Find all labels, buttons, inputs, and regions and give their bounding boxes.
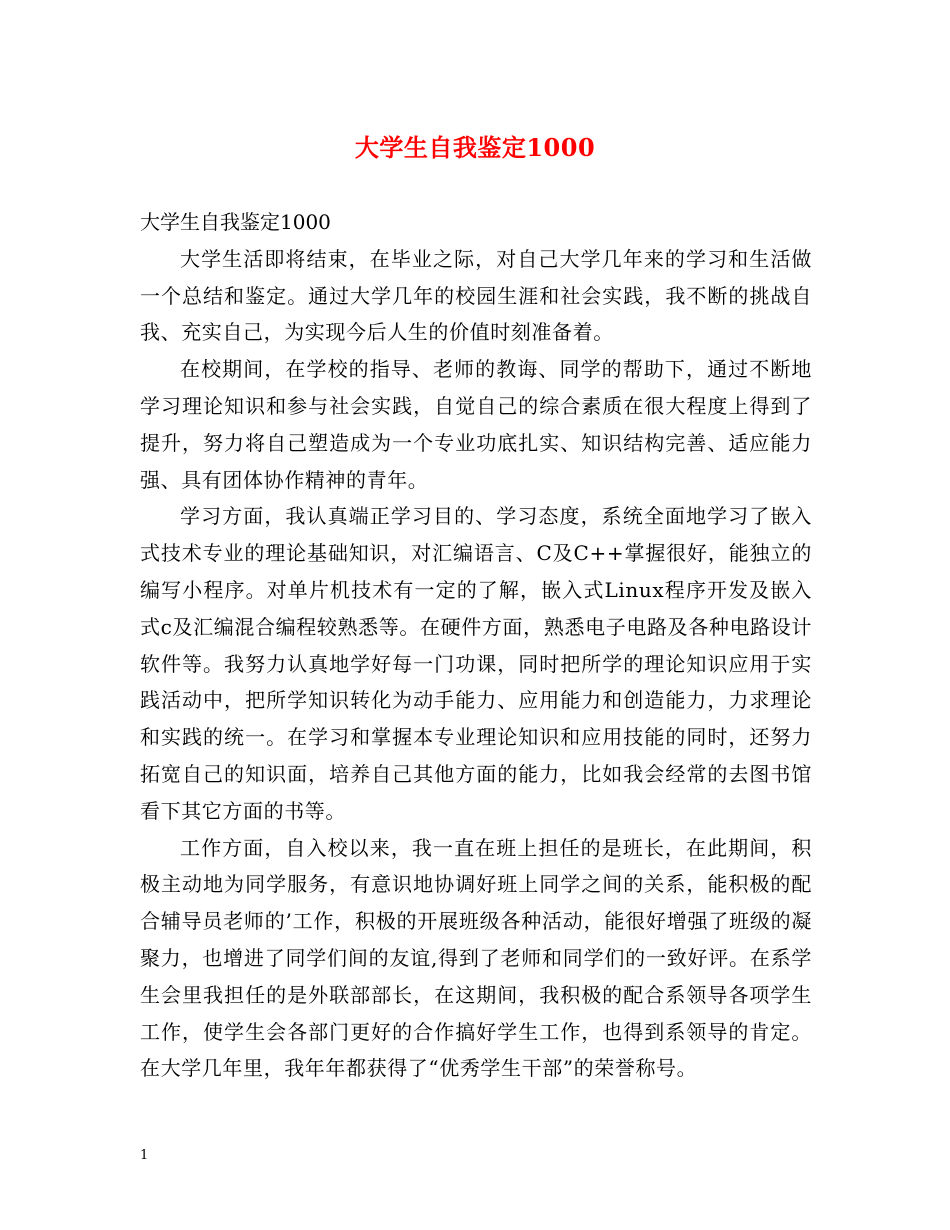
paragraph-work: 工作方面，自入校以来，我一直在班上担任的是班长，在此期间，积极主动地为同学服务，有意识地协调好班上同学之间的关系，能积极的配合辅导员老师的’工作，积极的开展班级各种活动，能很好增强了班级的凝聚力，也增进了同学们间的友谊,得到了老师和同学们的一致好评。在系学生会里我担任的是外联部部长，在这期间，我积极的配合系领导各项学生工作，使学生会各部门更好的合作搞好学生工作，也得到系领导的肯定。在大学几年里，我年年都获得了“优秀学生干部”的荣誉称号。 xyxy=(140,835,812,1081)
paragraph-school-period: 在校期间，在学校的指导、老师的教诲、同学的帮助下，通过不断地学习理论知识和参与社会实践，自觉自己的综合素质在很大程度上得到了提升，努力将自己塑造成为一个专业功底扎实、知识结构完善、适应能力强、具有团体协作精神的青年。 xyxy=(140,357,812,492)
paragraph-study: 学习方面，我认真端正学习目的、学习态度，系统全面地学习了嵌入式技术专业的理论基础知识，对汇编语言、C及C++掌握很好，能独立的编写小程序。对单片机技术有一定的了解，嵌入式Linux程序开发及嵌入式c及汇编混合编程较熟悉等。在硬件方面，熟悉电子电路及各种电路设计软件等。我努力认真地学好每一门功课，同时把所学的理论知识应用于实践活动中，把所学知识转化为动手能力、应用能力和创造能力，力求理论和实践的统一。在学习和掌握本专业理论知识和应用技能的同时，还努力拓宽自己的知识面，培养自己其他方面的能力，比如我会经常的去图书馆看下其它方面的书等。 xyxy=(140,504,812,823)
paragraph-intro: 大学生活即将结束，在毕业之际，对自己大学几年来的学习和生活做一个总结和鉴定。通过大学几年的校园生涯和社会实践，我不断的挑战自我、充实自己，为实现今后人生的价值时刻准备着。 xyxy=(140,246,812,345)
document-subtitle: 大学生自我鉴定1000 xyxy=(140,210,331,234)
page-number: 1 xyxy=(140,1148,149,1163)
document-title: 大学生自我鉴定1000 xyxy=(354,133,596,162)
document-body xyxy=(140,204,812,1087)
